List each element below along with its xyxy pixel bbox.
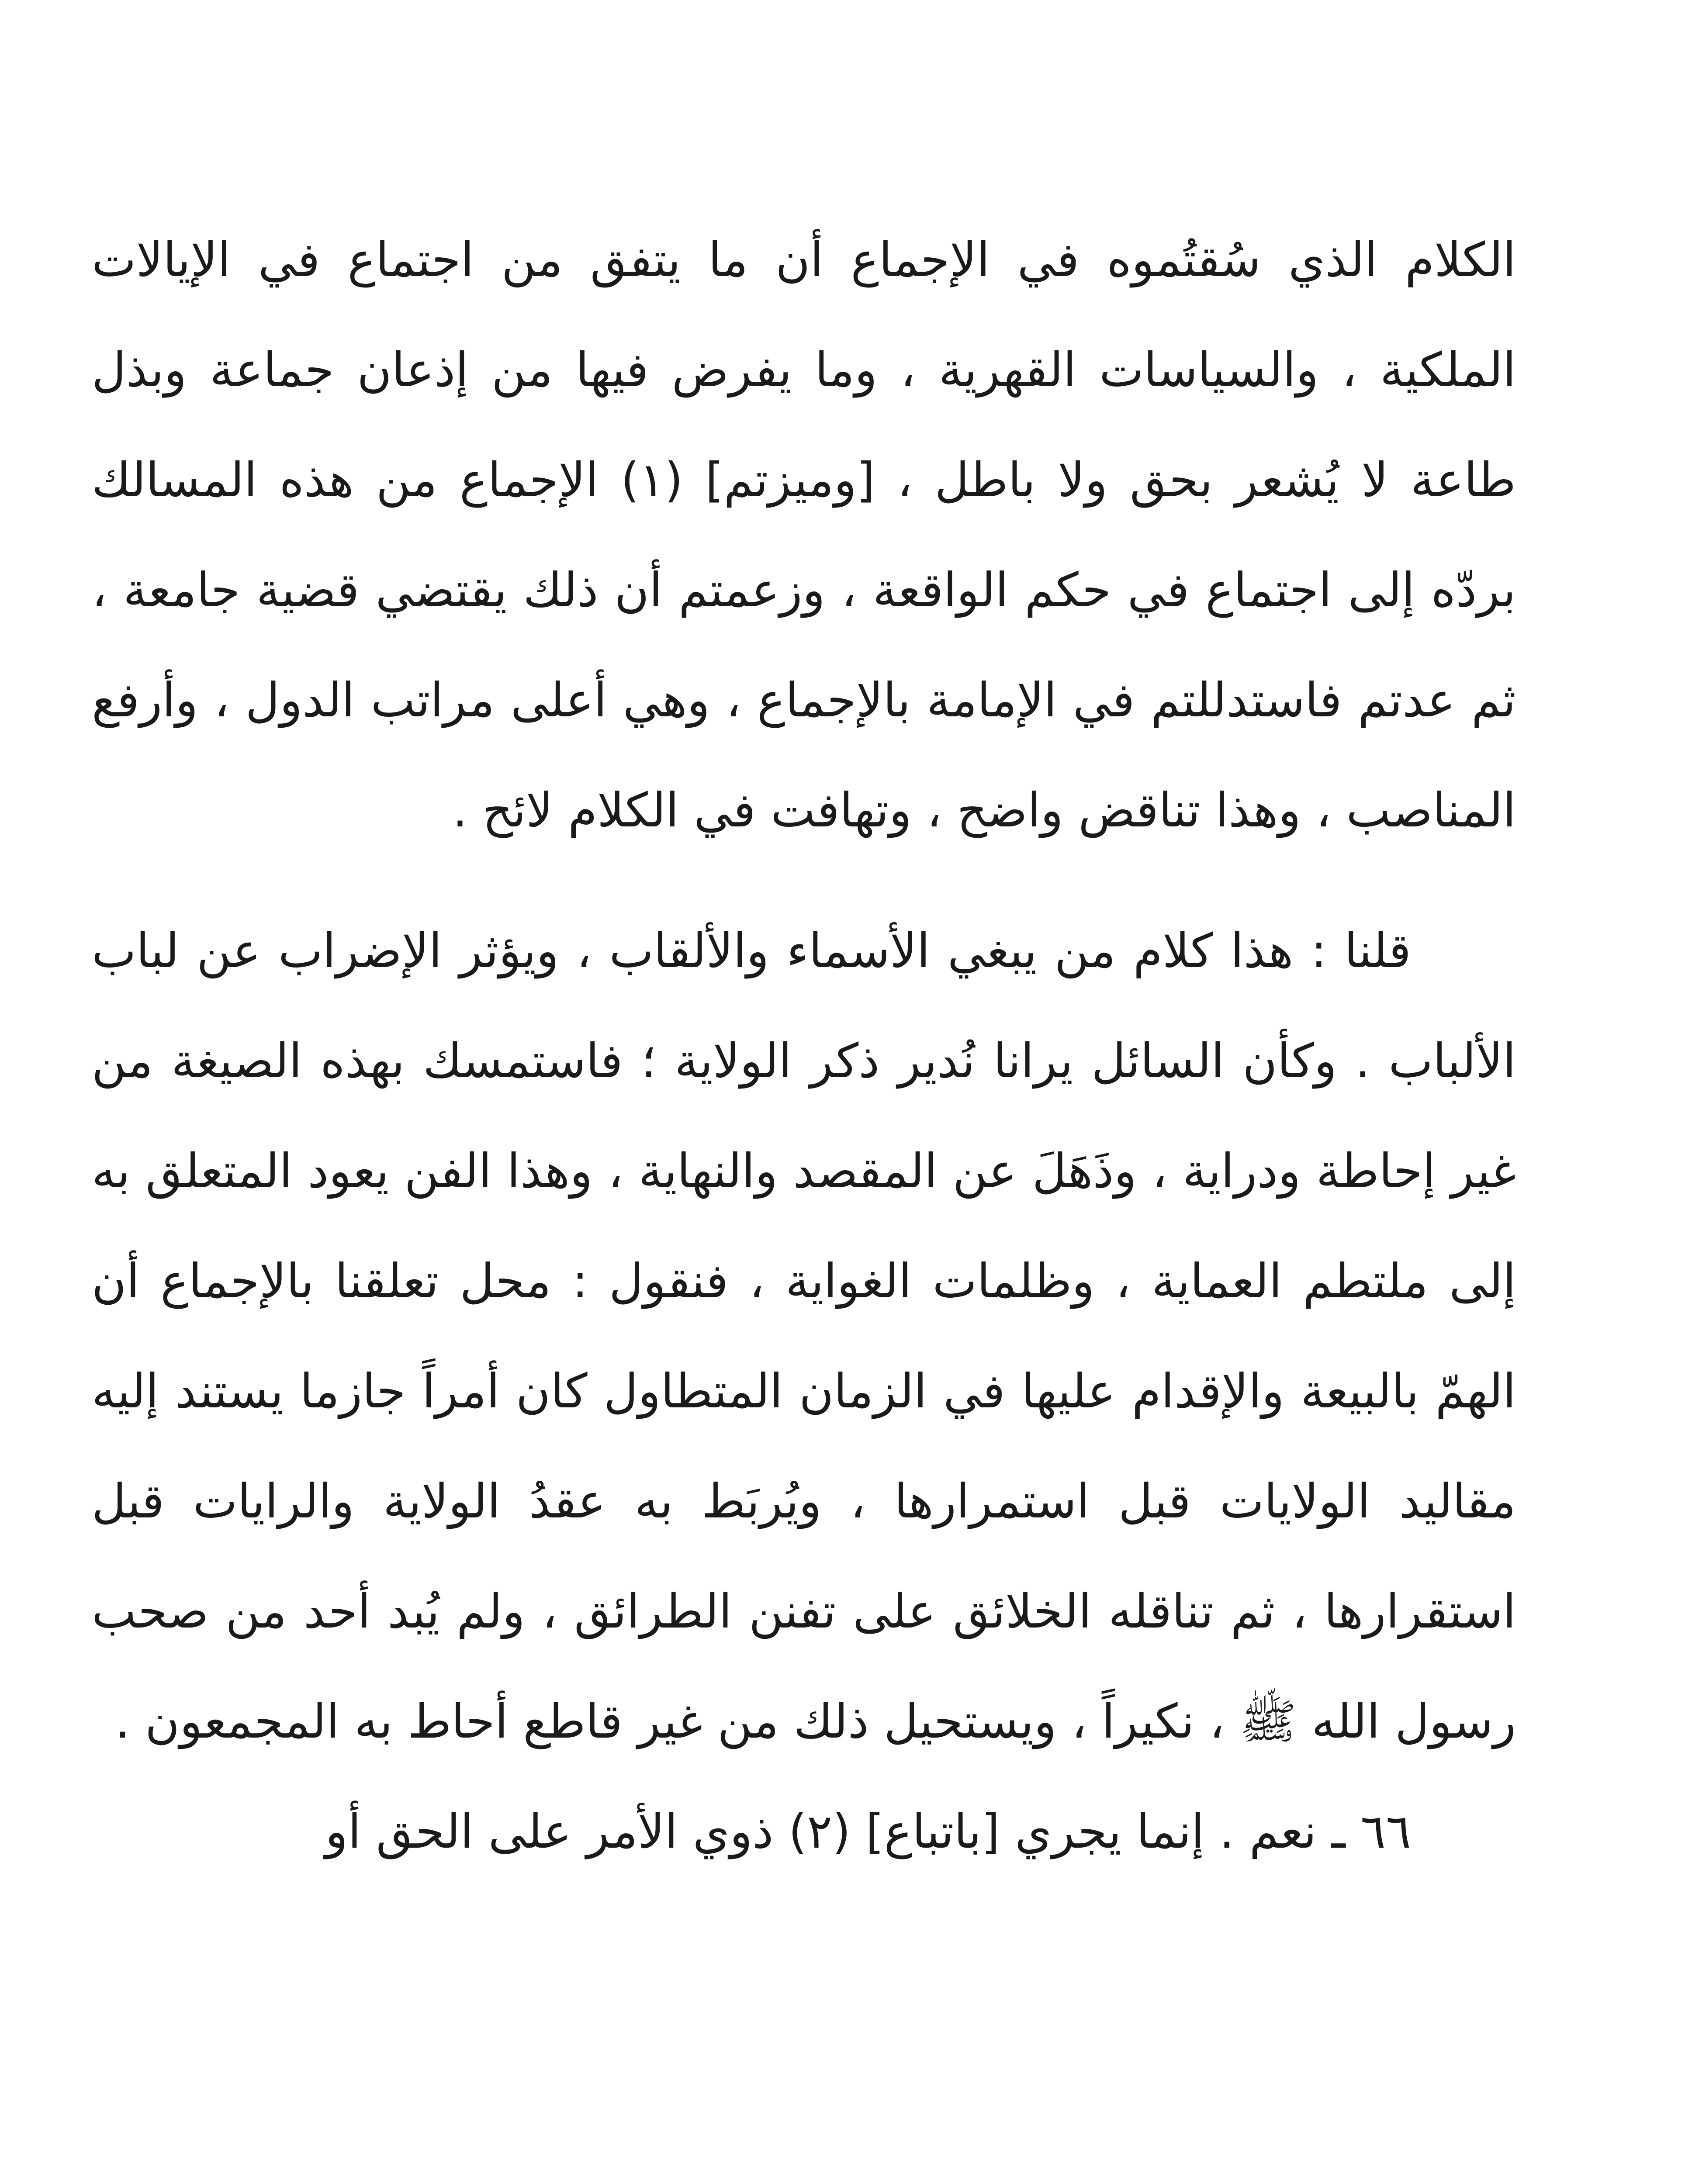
main-text-block	[92, 205, 1516, 1887]
paragraph-3-section-66: ٦٦ ـ نعم . إنما يجري [باتباع] (٢) ذوي الأمر على الحق أو	[325, 1804, 1411, 1859]
paragraph-2: قلنا : هذا كلام من يبغي الأسماء والألقاب ، ويؤثر الإضراب عن لباب الألباب . وكأن السائل يرانا نُدير ذكر الولاية ؛ فاستمسك بهذه الصيغة من غير إحاطة ودراية ، وذَهَلَ عن المقصد والنهاية ، وهذا الفن يعود المتعلق به إلى ملتطم العماية ، وظلمات الغواية ، فنقول : محل تعلقنا بالإجماع أن الهمّ بالبيعة والإقدام عليها في الزمان المتطاول كان أمراً جازما يستند إليه مقاليد الولايات قبل استمرارها ، ويُربَط به عقدُ الولاية والرايات قبل استقرارها ، ثم تناقله الخلائق على تفنن الطرائق ، ولم يُبد أحد من صحب رسول الله ﷺ ، نكيراً ، ويستحيل ذلك من غير قاطع أحاط به المجمعون .	[92, 924, 1516, 1749]
paragraph-1: الكلام الذي سُقتُموه في الإجماع أن ما يتفق من اجتماع في الإيالات الملكية ، والسياسات القهرية ، وما يفرض فيها من إذعان جماعة وبذل طاعة لا يُشعر بحق ولا باطل ، [وميزتم] (١) الإجماع من هذه المسالك بردّه إلى اجتماع في حكم الواقعة ، وزعمتم أن ذلك يقتضي قضية جامعة ، ثم عدتم فاستدللتم في الإمامة بالإجماع ، وهي أعلى مراتب الدول ، وأرفع المناصب ، وهذا تناقض واضح ، وتهافت في الكلام لائح .	[92, 233, 1516, 838]
